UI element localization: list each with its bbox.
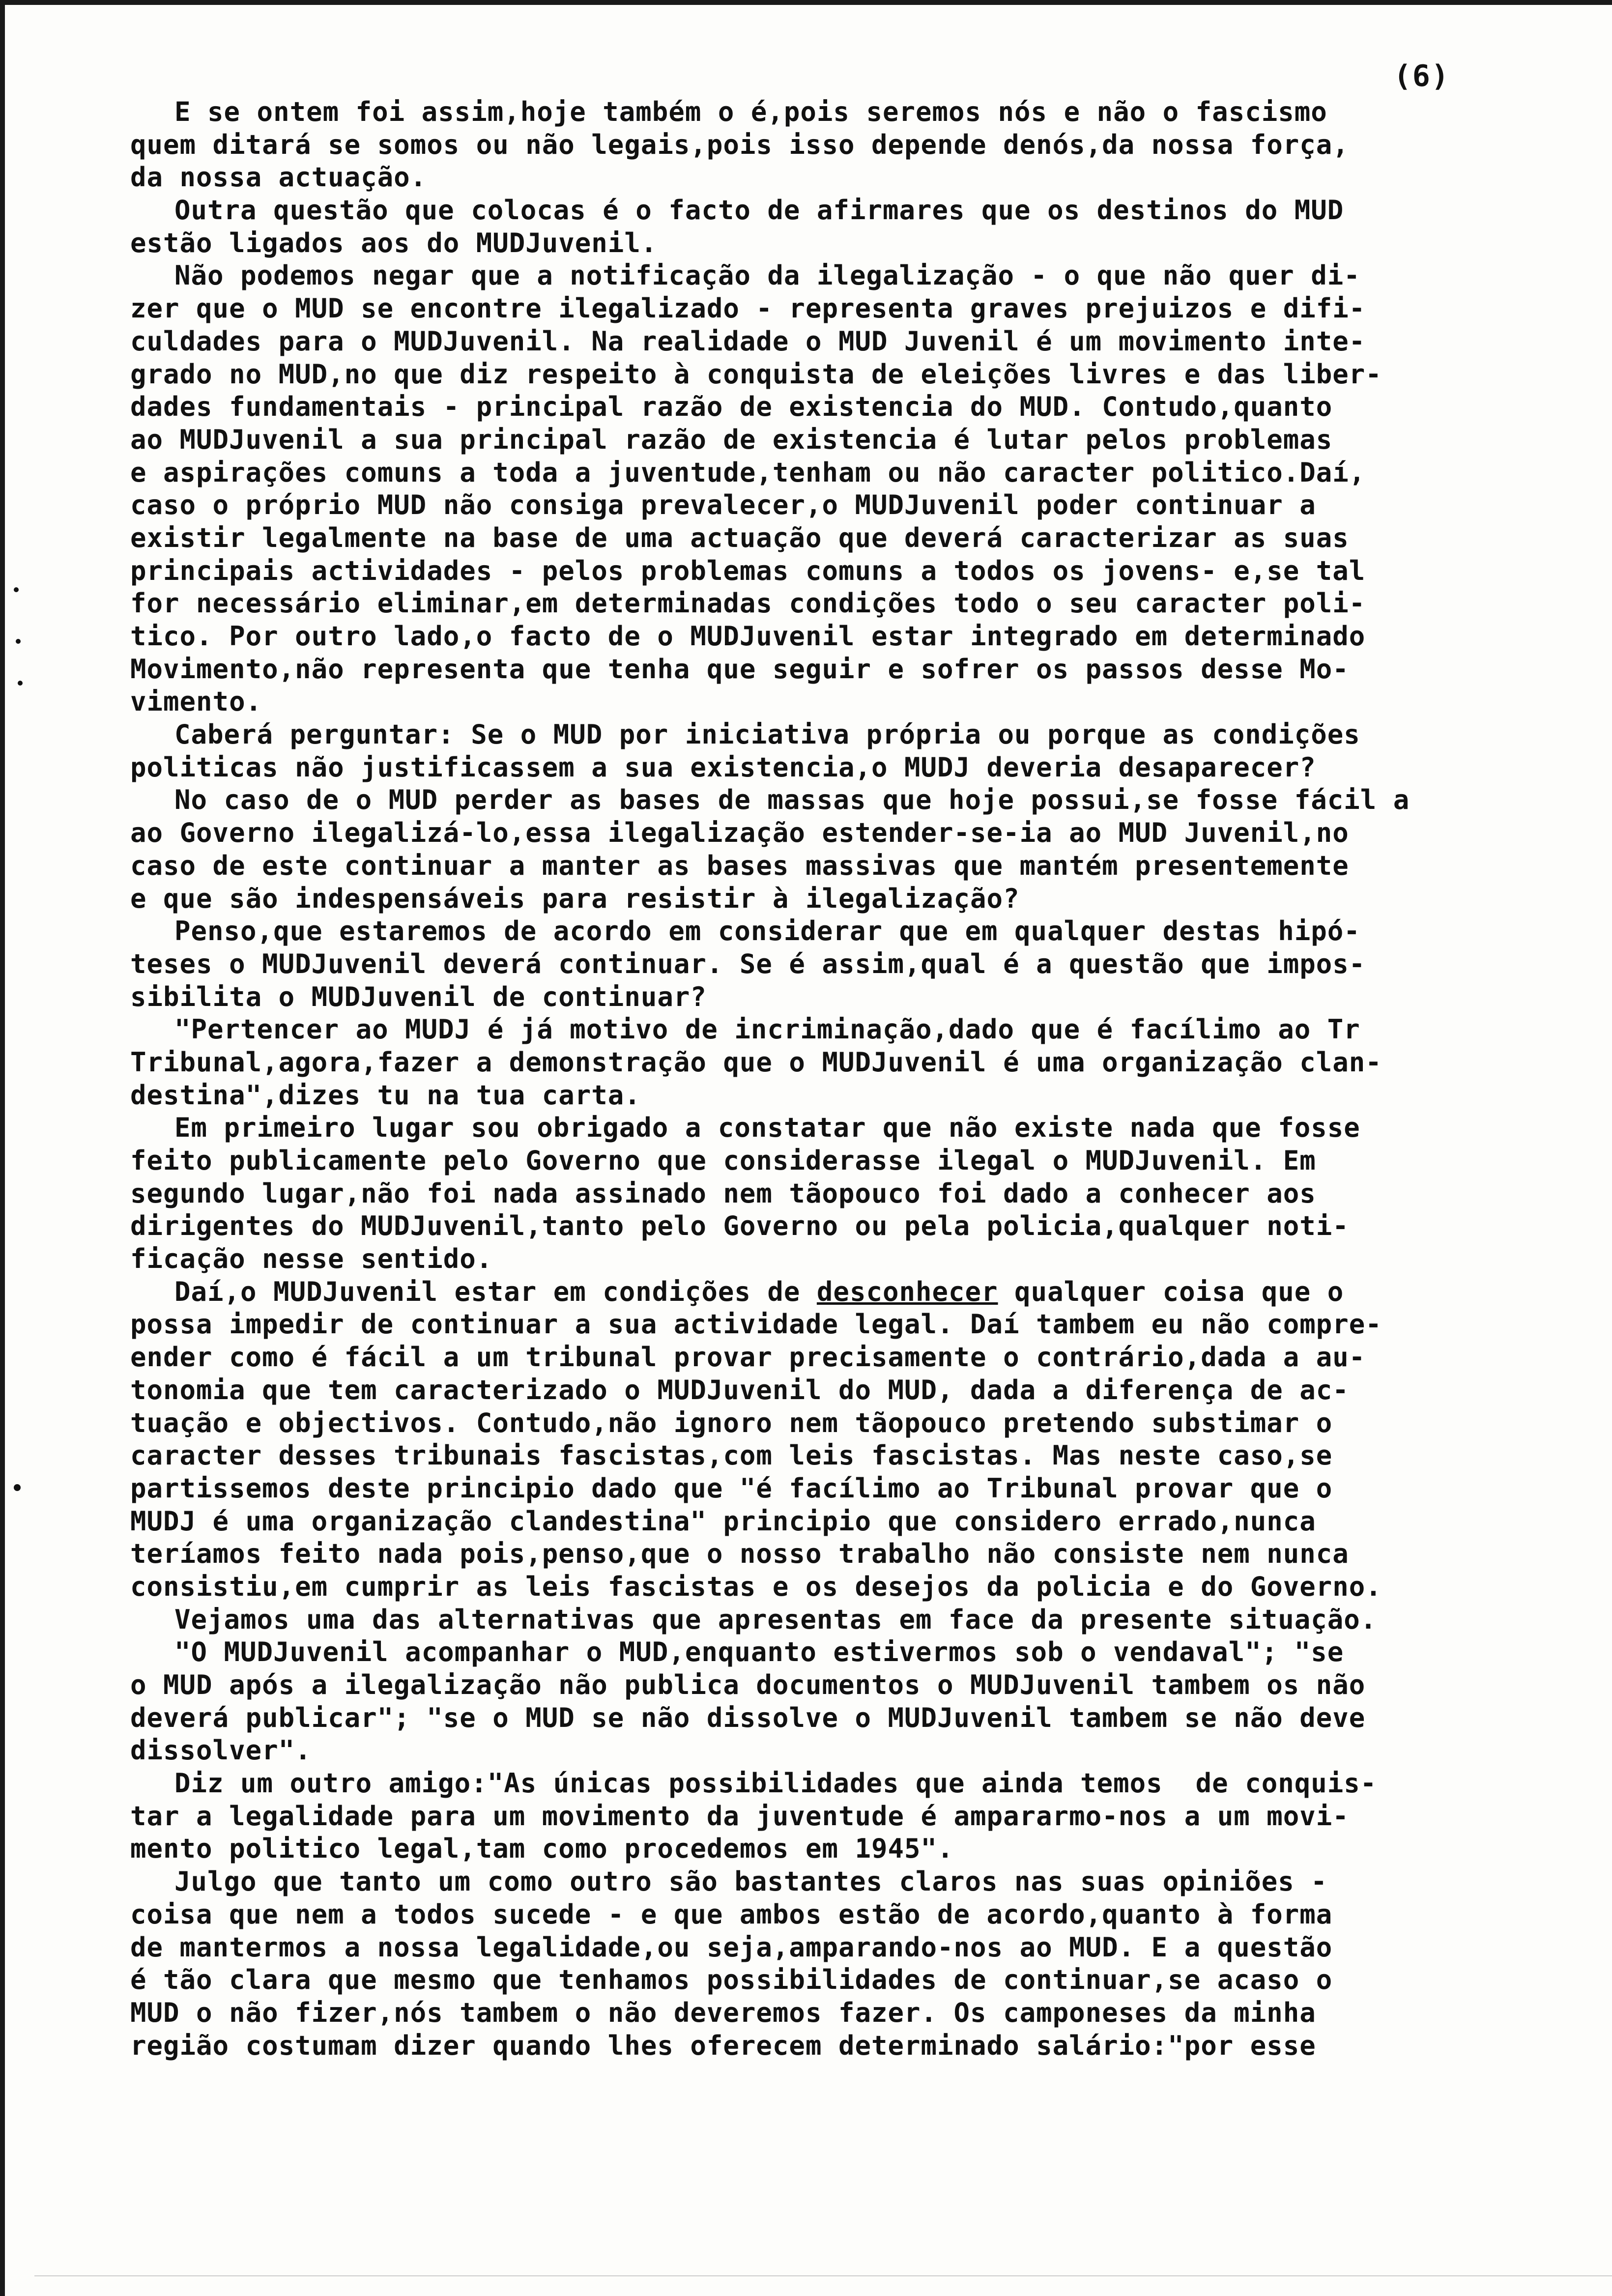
margin-punch-mark — [14, 587, 19, 592]
text-line-content: feito publicamente pelo Governo que considerasse ilegal o MUDJuvenil. Em — [130, 1145, 1316, 1176]
text-line-content: dirigentes do MUDJuvenil,tanto pelo Governo ou pela policia,qualquer noti- — [130, 1210, 1349, 1242]
text-line-content: é tão clara que mesmo que tenhamos possibilidades de continuar,se acaso o — [130, 1964, 1333, 1996]
text-line — [130, 1177, 1551, 1210]
text-line — [130, 292, 1551, 325]
text-line — [130, 1538, 1551, 1571]
text-line — [130, 1898, 1551, 1931]
text-line — [130, 391, 1551, 424]
text-line-content: politicas não justificassem a sua existencia,o MUDJ deveria desaparecer? — [130, 751, 1316, 783]
text-line-content: No caso de o MUD perder as bases de massas que hoje possui,se fosse fácil a — [174, 784, 1410, 816]
text-line-content: principais actividades - pelos problemas comuns a todos os jovens- e,se tal — [130, 555, 1366, 586]
text-line-content: Movimento,não representa que tenha que seguir e sofrer os passos desse Mo- — [130, 653, 1349, 685]
text-line — [130, 948, 1551, 981]
margin-punch-mark — [18, 681, 23, 686]
text-line-content: estão ligados aos do MUDJuvenil. — [130, 227, 658, 258]
text-line-content: existir legalmente na base de uma actuação que deverá caracterizar as suas — [130, 522, 1349, 553]
text-line — [130, 1439, 1551, 1472]
text-line — [130, 1964, 1551, 1997]
text-line-content: Outra questão que colocas é o facto de afirmares que os destinos do MUD — [174, 195, 1344, 226]
text-line-content: culdades para o MUDJuvenil. Na realidade o MUD Juvenil é um movimento inte- — [130, 325, 1366, 357]
text-line-content: ao MUDJuvenil a sua principal razão de existencia é lutar pelos problemas — [130, 424, 1333, 455]
text-line — [130, 129, 1551, 162]
page-bottom-edge — [34, 2275, 1612, 2276]
text-line-content: região costumam dizer quando lhes oferecem determinado salário:"por esse — [130, 2030, 1316, 2061]
text-line-content: Tribunal,agora,fazer a demonstração que o MUDJuvenil é uma organização clan- — [130, 1046, 1382, 1078]
text-line — [130, 1472, 1551, 1505]
text-line-content: da nossa actuação. — [130, 162, 427, 193]
text-line — [130, 1374, 1551, 1407]
text-line-content: Penso,que estaremos de acordo em considerar que em qualquer destas hipó- — [174, 916, 1360, 947]
text-line — [130, 1112, 1551, 1145]
underlined-word: desconhecer — [816, 1276, 998, 1307]
text-line — [130, 620, 1551, 653]
text-line — [130, 817, 1551, 850]
text-line-content: de mantermos a nossa legalidade,ou seja,amparando-nos ao MUD. E a questão — [130, 1931, 1333, 1963]
text-line-content: consistiu,em cumprir as leis fascistas e os desejos da policia e do Governo. — [130, 1571, 1382, 1602]
text-line — [130, 555, 1551, 588]
text-line-content: tico. Por outro lado,o facto de o MUDJuvenil estar integrado em determinado — [130, 621, 1366, 652]
text-line-content: zer que o MUD se encontre ilegalizado - representa graves prejuizos e difi- — [130, 293, 1366, 324]
text-line-content: Julgo que tanto um como outro são bastantes claros nas suas opiniões - — [174, 1866, 1327, 1897]
text-line — [130, 1931, 1551, 1964]
text-line — [130, 1276, 1551, 1309]
text-line — [130, 325, 1551, 358]
text-line — [130, 718, 1551, 751]
text-line-content: MUDJ é uma organização clandestina" principio que considero errado,nunca — [130, 1505, 1316, 1537]
text-line — [130, 653, 1551, 686]
text-line-content: Caberá perguntar: Se o MUD por iniciativa própria ou porque as condições — [174, 719, 1360, 750]
text-line-content: possa impedir de continuar a sua actividade legal. Daí tambem eu não compre- — [130, 1309, 1382, 1340]
text-line-content: teríamos feito nada pois,penso,que o nosso trabalho não consiste nem nunca — [130, 1538, 1349, 1570]
text-line-content: partissemos deste principio dado que "é facílimo ao Tribunal provar que o — [130, 1472, 1333, 1504]
text-line — [130, 489, 1551, 522]
text-line — [130, 915, 1551, 948]
text-line — [130, 1046, 1551, 1079]
text-line — [130, 1308, 1551, 1341]
text-line-content: caso de este continuar a manter as bases massivas que mantém presentemente — [130, 850, 1349, 881]
text-line — [130, 1604, 1551, 1636]
text-line — [130, 1505, 1551, 1538]
text-line-content: E se ontem foi assim,hoje também o é,pois seremos nós e não o fascismo — [174, 96, 1327, 127]
text-line — [130, 161, 1551, 194]
text-line-continuation: qualquer coisa que o — [998, 1276, 1344, 1307]
text-line — [130, 587, 1551, 620]
text-line-content: dades fundamentais - principal razão de existencia do MUD. Contudo,quanto — [130, 391, 1333, 423]
text-line-content: deverá publicar"; "se o MUD se não dissolve o MUDJuvenil tambem se não deve — [130, 1702, 1366, 1733]
page-number: (6) — [1393, 59, 1450, 93]
text-line — [130, 194, 1551, 227]
text-line — [130, 358, 1551, 391]
text-line-content: teses o MUDJuvenil deverá continuar. Se é assim,qual é a questão que impos- — [130, 948, 1366, 979]
margin-punch-mark — [14, 1484, 21, 1491]
text-line — [130, 686, 1551, 718]
text-line-content: segundo lugar,não foi nada assinado nem tãopouco foi dado a conhecer aos — [130, 1177, 1316, 1209]
typed-letter-body — [130, 96, 1551, 2062]
text-line-content: Daí,o MUDJuvenil estar em condições de — [174, 1276, 817, 1307]
text-line-content: ender como é fácil a um tribunal provar precisamente o contrário,dada a au- — [130, 1342, 1366, 1373]
text-line — [130, 883, 1551, 916]
text-line — [130, 522, 1551, 555]
text-line — [130, 96, 1551, 129]
text-line-content: Não podemos negar que a notificação da ilegalização - o que não quer di- — [174, 260, 1360, 291]
text-line — [130, 457, 1551, 489]
text-line — [130, 1767, 1551, 1800]
text-line-content: e aspirações comuns a toda a juventude,tenham ou não caracter politico.Daí, — [130, 457, 1366, 488]
text-line-content: Em primeiro lugar sou obrigado a constatar que não existe nada que fosse — [174, 1112, 1360, 1144]
text-line-content: dissolver". — [130, 1735, 312, 1766]
text-line — [130, 1013, 1551, 1046]
text-line-content: tuação e objectivos. Contudo,não ignoro nem tãopouco pretendo substimar o — [130, 1407, 1333, 1438]
text-line — [130, 850, 1551, 883]
text-line — [130, 259, 1551, 292]
text-line-content: grado no MUD,no que diz respeito à conquista de eleições livres e das liber- — [130, 358, 1382, 390]
text-line — [130, 1341, 1551, 1374]
text-line-content: ao Governo ilegalizá-lo,essa ilegalização estender-se-ia ao MUD Juvenil,no — [130, 817, 1349, 849]
text-line — [130, 1243, 1551, 1276]
text-line — [130, 1210, 1551, 1243]
text-line-content: coisa que nem a todos sucede - e que ambos estão de acordo,quanto à forma — [130, 1898, 1333, 1930]
text-line-content: mento politico legal,tam como procedemos em 1945". — [130, 1833, 954, 1865]
text-line — [130, 1079, 1551, 1112]
text-line-content: MUD o não fizer,nós tambem o não deveremos fazer. Os camponeses da minha — [130, 1997, 1316, 2028]
text-line — [130, 1145, 1551, 1177]
text-line-content: caso o próprio MUD não consiga prevalecer,o MUDJuvenil poder continuar a — [130, 489, 1316, 521]
text-line — [130, 424, 1551, 457]
text-line — [130, 1734, 1551, 1767]
text-line-content: vimento. — [130, 686, 262, 718]
text-line-content: quem ditará se somos ou não legais,pois isso depende denós,da nossa força, — [130, 129, 1349, 160]
text-line-content: for necessário eliminar,em determinadas condições todo o seu caracter poli- — [130, 588, 1366, 619]
text-line-content: caracter desses tribunais fascistas,com leis fascistas. Mas neste caso,se — [130, 1440, 1333, 1471]
text-line — [130, 1702, 1551, 1735]
text-line-content: "Pertencer ao MUDJ é já motivo de incriminação,dado que é facílimo ao Tr — [174, 1014, 1360, 1045]
text-line-content: ficação nesse sentido. — [130, 1243, 493, 1275]
text-line-content: tar a legalidade para um movimento da juventude é ampararmo-nos a um movi- — [130, 1800, 1349, 1832]
text-line — [130, 2030, 1551, 2063]
text-line-content: Vejamos uma das alternativas que apresentas em face da presente situação. — [174, 1604, 1377, 1635]
text-line — [130, 1833, 1551, 1866]
text-line-content: destina",dizes tu na tua carta. — [130, 1079, 641, 1111]
text-line — [130, 1571, 1551, 1604]
margin-punch-mark — [16, 639, 21, 644]
text-line — [130, 751, 1551, 784]
text-line-content: tonomia que tem caracterizado o MUDJuvenil do MUD, dada a diferença de ac- — [130, 1374, 1349, 1406]
text-line-content: sibilita o MUDJuvenil de continuar? — [130, 981, 707, 1012]
text-line-content: o MUD após a ilegalização não publica documentos o MUDJuvenil tambem os não — [130, 1669, 1366, 1700]
text-line — [130, 1997, 1551, 2030]
text-line — [130, 981, 1551, 1014]
text-line — [130, 784, 1551, 817]
text-line — [130, 1866, 1551, 1898]
text-line — [130, 1636, 1551, 1669]
text-line-content: e que são indespensáveis para resistir à ilegalização? — [130, 883, 1020, 914]
text-line — [130, 227, 1551, 260]
text-line — [130, 1407, 1551, 1440]
text-line-content: "O MUDJuvenil acompanhar o MUD,enquanto estivermos sob o vendaval"; "se — [174, 1636, 1344, 1668]
text-line-content: Diz um outro amigo:"As únicas possibilidades que ainda temos de conquis- — [174, 1768, 1377, 1799]
text-line — [130, 1800, 1551, 1833]
text-line — [130, 1669, 1551, 1702]
